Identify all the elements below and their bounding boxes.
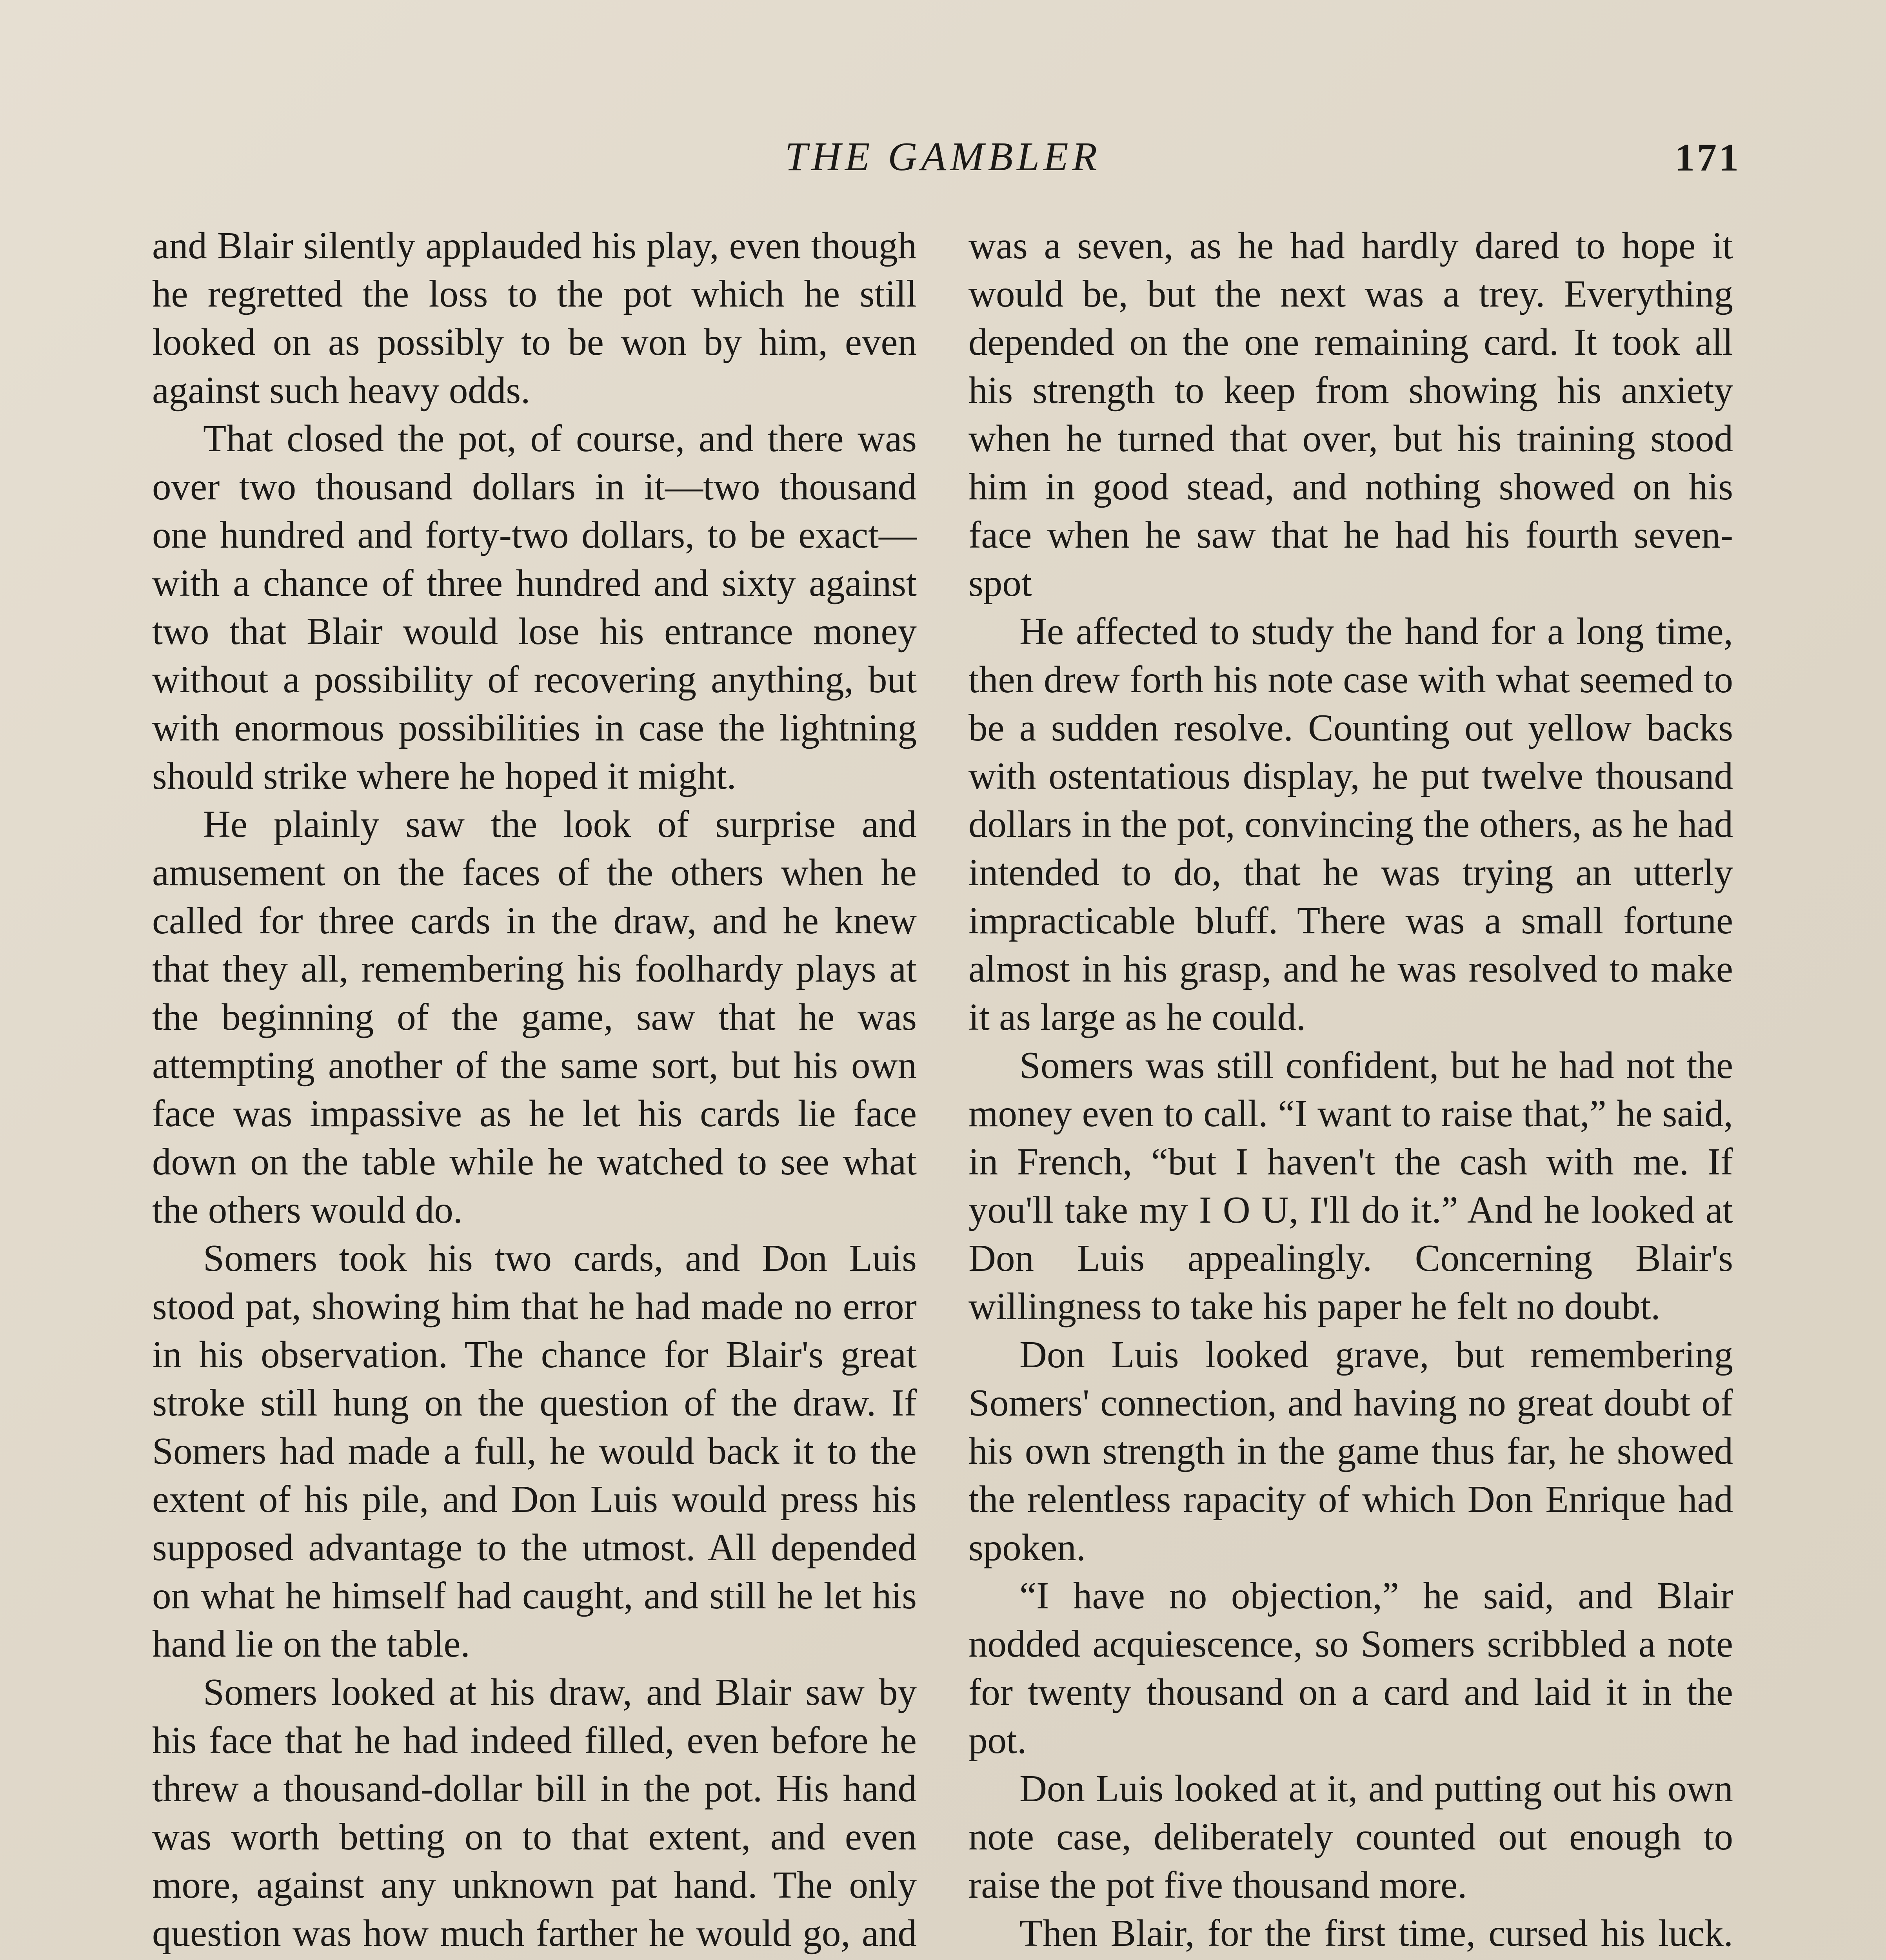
paragraph: He affected to study the hand for a long time, then drew forth his note case with what seemed to be a sudden resolve. Counting out yellow backs with ostentatious display, he put twelve thousand dollars in the pot, convincing the others, as he had intended to do, that he was trying an utterly impracticable bluff. There was a small fortune almost in his grasp, and he was resolved to make it as large as he could. (968, 610, 1733, 1038)
paragraph: That closed the pot, of course, and there was over two thousand dollars in it—two thousand one hundred and forty-two dollars, to be exact—with a chance of three hundred and sixty against two that Blair would lose his entrance money without a possibility of recovering anything, but with enormous possibilities in case the lightning should strike where he hoped it might. (152, 417, 917, 797)
paragraph: Somers looked at his draw, and Blair saw by his face that he had indeed filled, even before he threw a thousand-dollar bill in the pot. His hand was worth betting on to that extent, and even more, against any unknown pat hand. The only question was how much farther he would go, and (152, 1671, 917, 1954)
right-column (968, 221, 1733, 1960)
paragraph: and Blair silently applauded his play, even though he regretted the loss to the pot which he still looked on as possibly to be won by him, even against such heavy odds. (152, 225, 917, 411)
paragraph: was a seven, as he had hardly dared to hope it would be, but the next was a trey. Everything depended on the one remaining card. It took all his strength to keep from showing his anxiety when he turned that over, but his training stood him in good stead, and nothing showed on his face when he saw that he had his fourth seven-spot (968, 225, 1733, 604)
paragraph: Don Luis looked at it, and putting out his own note case, deliberately counted out enough to raise the pot five thousand more. (968, 1768, 1733, 1906)
left-column (152, 221, 917, 1960)
page-number: 171 (1675, 136, 1741, 179)
paragraph: Don Luis looked grave, but remembering Somers' connection, and having no great doubt of his own strength in the game thus far, he showed the relentless rapacity of which Don Enrique had spoken. (968, 1334, 1733, 1568)
paragraph: Then Blair, for the first time, cursed his luck. (1019, 1912, 1733, 1954)
paragraph: Somers took his two cards, and Don Luis stood pat, showing him that he had made no error in his observation. The chance for Blair's great stroke still hung on the question of the draw. If Somers had made a full, he would back it to the extent of his pile, and Don Luis would press his supposed advantage to the utmost. All depended on what he himself had caught, and still he let his hand lie on the table. (152, 1237, 917, 1665)
running-head-title: THE GAMBLER (785, 134, 1101, 179)
paragraph: Somers was still confident, but he had not the money even to call. “I want to raise that,” he said, in French, “but I haven't the cash with me. If you'll take my I O U, I'll do it.” And he looked at Don Luis appealingly. Concerning Blair's willingness to take his paper he felt no doubt. (968, 1044, 1733, 1327)
paragraph: “I have no objection,” he said, and Blair nodded acquiescence, so Somers scribbled a note for twenty thousand on a card and laid it in the pot. (968, 1575, 1733, 1761)
running-head (0, 133, 1886, 188)
paragraph: He plainly saw the look of surprise and amusement on the faces of the others when he called for three cards in the draw, and he knew that they all, remembering his foolhardy plays at the beginning of the game, saw that he was attempting another of the same sort, but his own face was impassive as he let his cards lie face down on the table while he watched to see what the others would do. (152, 803, 917, 1231)
